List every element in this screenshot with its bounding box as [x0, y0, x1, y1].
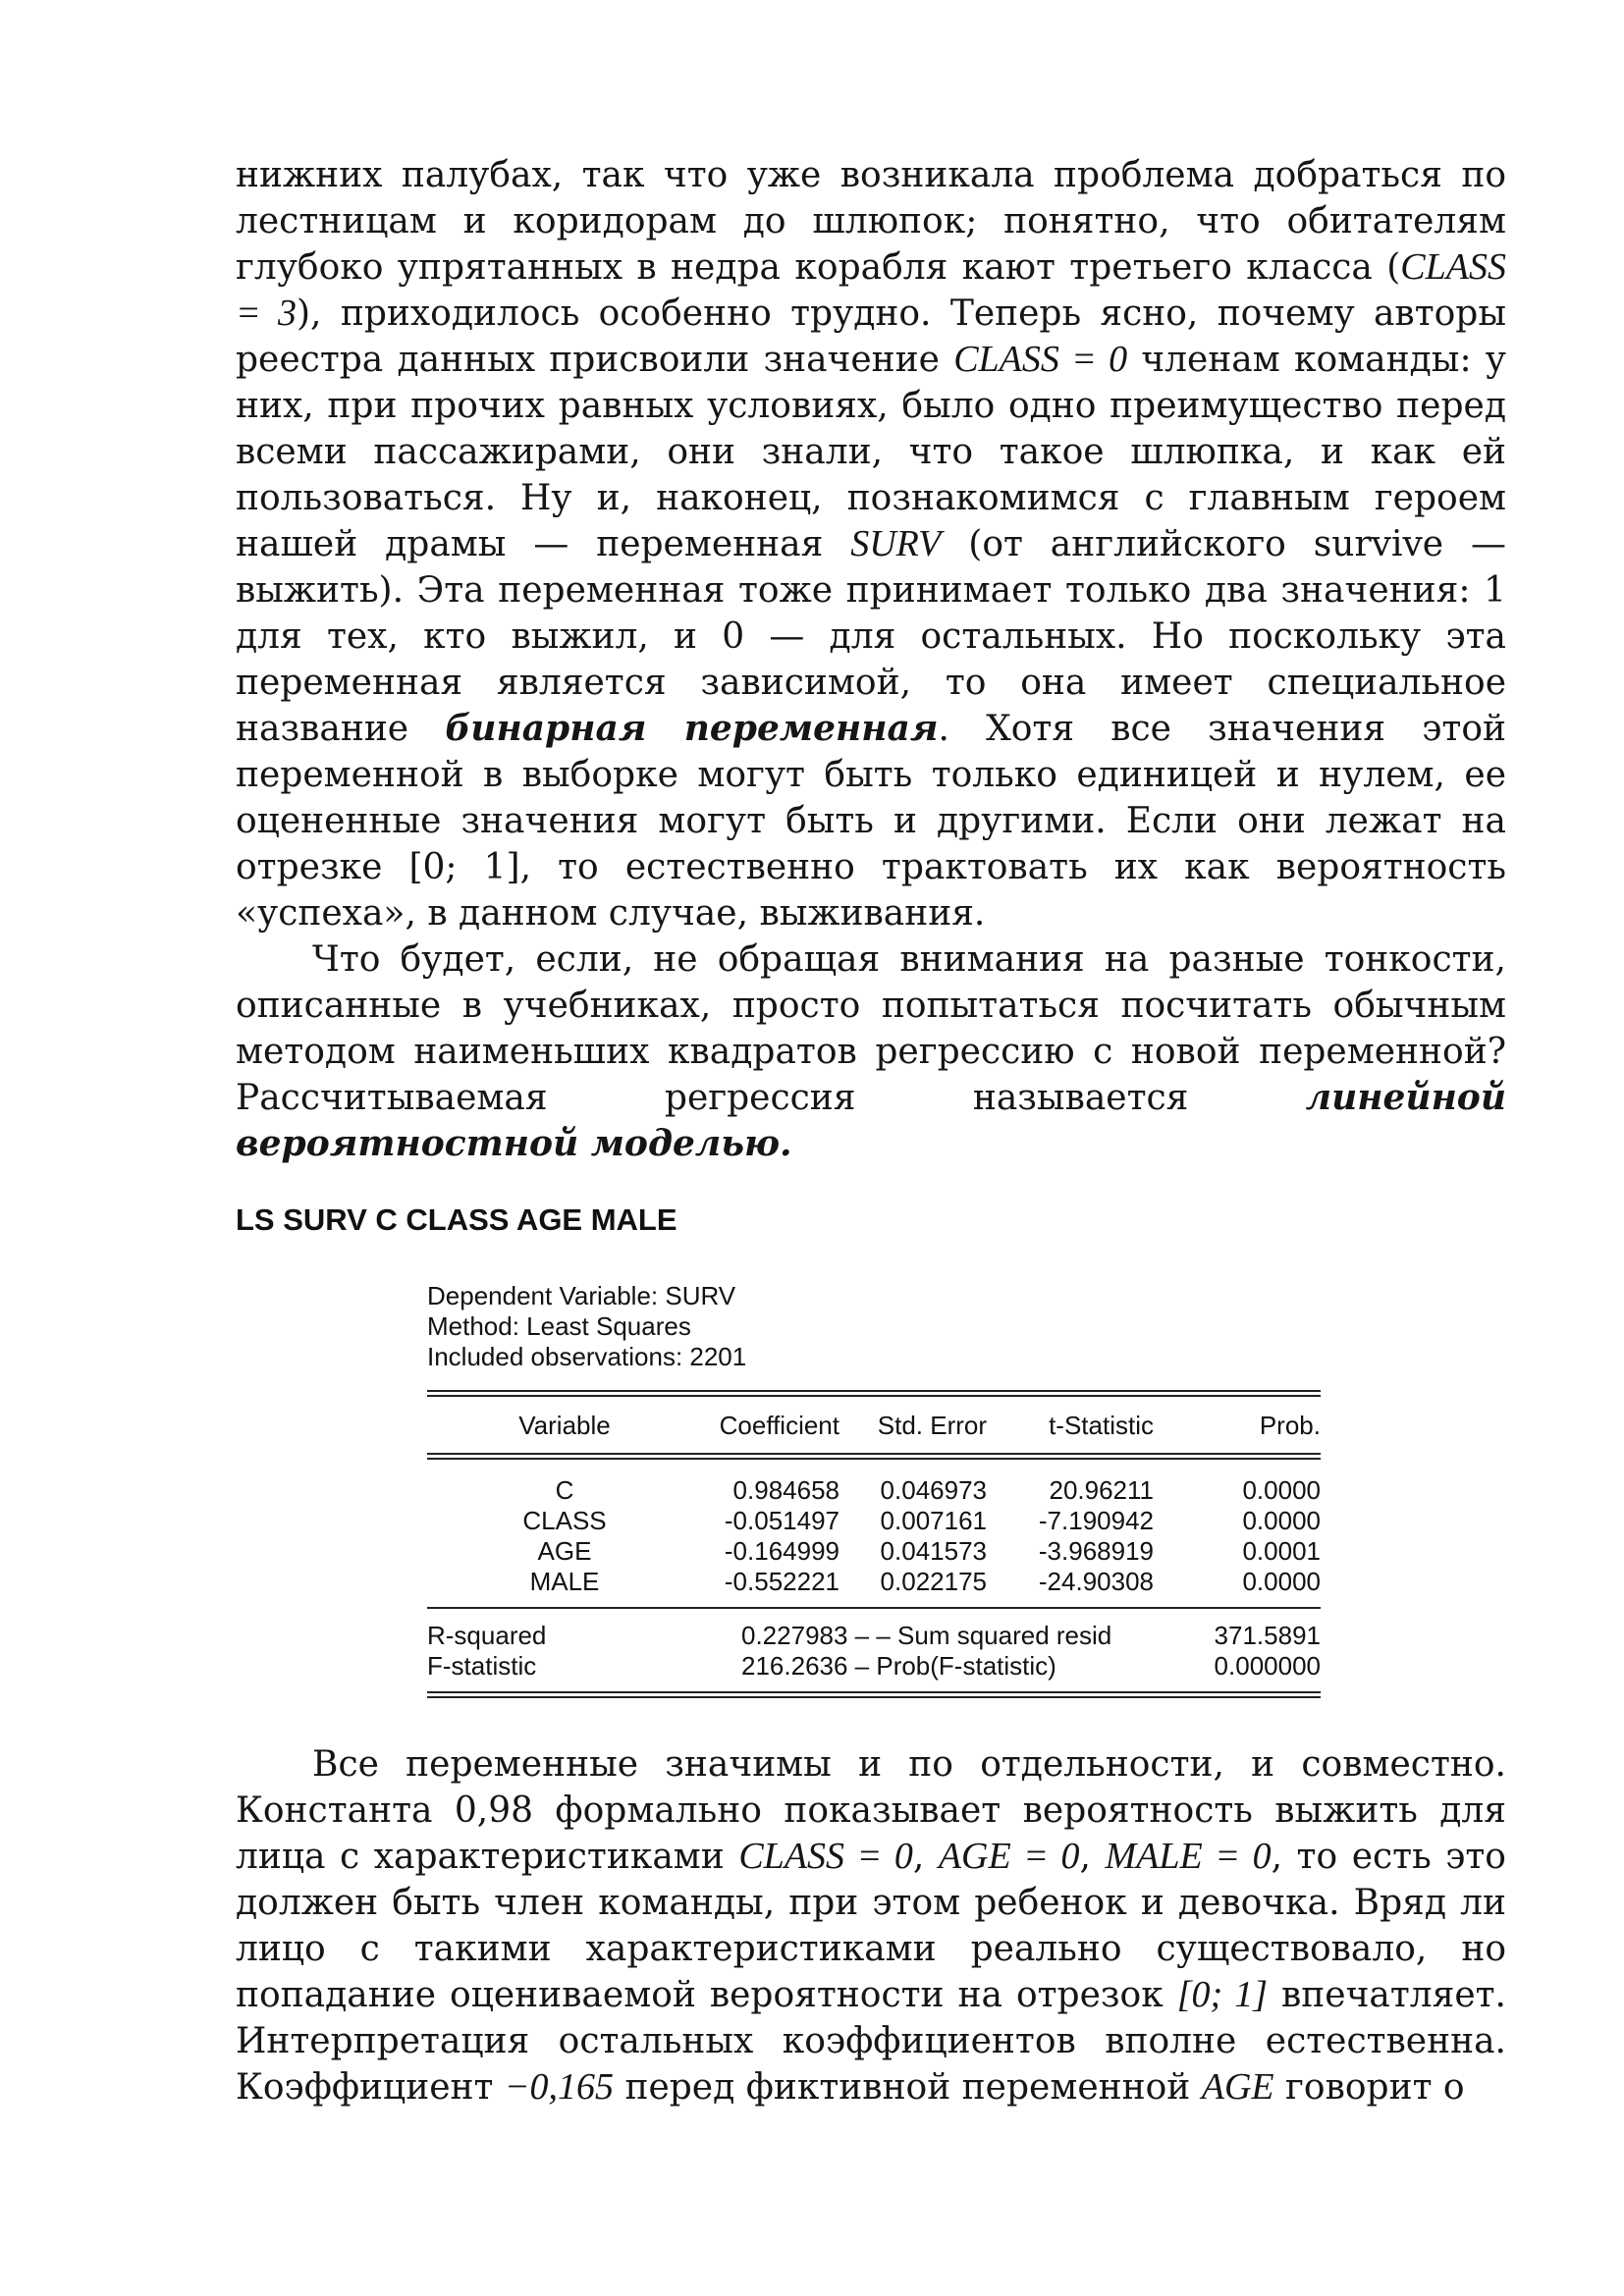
- cell-prob: 0.0000: [1242, 1506, 1321, 1535]
- dependent-variable-line: Dependent Variable: SURV: [427, 1281, 736, 1310]
- cell-stat-name: R-squared: [427, 1621, 547, 1650]
- text: . Хотя все значения этой переменной в выборке могут быть только единицей и нулем, ее оцененные значения могут быть и другими. Если они лежат на отрезке [0; 1], то естественно трактовать их как вероятность «успеха», в данном случае, выживания.: [236, 709, 1506, 934]
- method-line: Method: Least Squares: [427, 1311, 691, 1341]
- rule-double: [427, 1691, 1321, 1698]
- cell-std-error: 0.046973: [880, 1475, 987, 1505]
- col-coefficient: Coefficient: [719, 1411, 839, 1440]
- text: впечатляет. Интерпретация остальных коэффициентов вполне естественна. Коэффициент: [236, 1975, 1507, 2108]
- table-row: [427, 1567, 1321, 1597]
- text: перед фиктивной переменной: [614, 2067, 1202, 2108]
- paragraph-3: [236, 1741, 1506, 2110]
- text: нижних палубах, так что уже возникала проблема добраться по лестницам и коридорам до шлюпок; понятно, что обитателям глубоко упрятанных в недра корабля кают третьего класса (: [236, 155, 1506, 288]
- text: Все переменные значимы и по отдельности, и совместно. Константа 0,98 формально показывает вероятность выжить для лица с характеристиками: [236, 1744, 1506, 1877]
- text: , то есть это должен быть член команды, при этом ребенок и девочка. Вряд ли лицо с такими характеристиками реально существовало, но попадание оцениваемой вероятности на отрезок: [236, 1837, 1506, 2015]
- text: ), приходилось особенно трудно. Теперь ясно, почему авторы реестра данных присвоили значение: [236, 294, 1506, 380]
- cell-stat-name: F-statistic: [427, 1651, 537, 1681]
- cell-variable: CLASS: [522, 1506, 607, 1535]
- paragraph-1: [236, 152, 1506, 936]
- col-t-statistic: t-Statistic: [1049, 1411, 1154, 1440]
- cell-stat-value: 216.2636 – Prob(F-statistic): [741, 1651, 1056, 1681]
- text: членам команды: у них, при прочих равных условиях, было одно преимущество перед всеми пассажирами, они знали, что такое шлюпка, и как ей пользоваться. Ну и, наконец, познакомимся с главным героем нашей драмы — переменная: [236, 340, 1506, 564]
- cell-coefficient: -0.164999: [724, 1536, 839, 1566]
- eviews-command: LS SURV C CLASS AGE MALE: [236, 1202, 677, 1237]
- paragraph-2: [236, 936, 1506, 1167]
- math-class-3: CLASS = 3: [236, 246, 1506, 334]
- cell-variable: C: [555, 1475, 574, 1505]
- math-interval: [0; 1]: [1176, 1974, 1269, 2015]
- column-header-row: [427, 1411, 1321, 1441]
- math-coefficient: −0,165: [504, 2066, 615, 2108]
- cell-prob: 0.0001: [1242, 1536, 1321, 1566]
- text: Что будет, если, не обращая внимания на разные тонкости, описанные в учебниках, просто попытаться посчитать обычным методом наименьших квадратов регрессию с новой переменной? Рассчитываемая регрессия называется: [236, 939, 1506, 1118]
- regression-output: [427, 1281, 1321, 1698]
- document-page: [236, 152, 1506, 2110]
- rule-double: [427, 1390, 1321, 1397]
- term-linear-probability-model: линейной вероятностной моделью.: [236, 1077, 1506, 1164]
- cell-variable: AGE: [537, 1536, 592, 1566]
- cell-t-statistic: -3.968919: [1038, 1536, 1154, 1566]
- cell-variable: MALE: [529, 1567, 600, 1596]
- col-prob: Prob.: [1259, 1411, 1321, 1440]
- cell-coefficient: 0.984658: [732, 1475, 839, 1505]
- cell-stat-value-right: 0.000000: [1214, 1651, 1321, 1681]
- math-male-0: MALE = 0: [1105, 1836, 1272, 1877]
- cell-t-statistic: 20.96211: [1049, 1475, 1154, 1505]
- text: (от английского survive — выжить). Эта переменная тоже принимает только два значения: 1 для тех, кто выжил, и 0 — для остальных. Но поскольку эта переменная является зависимой, то она имеет специальное название: [236, 524, 1506, 749]
- cell-stat-value-right: 371.5891: [1214, 1621, 1321, 1650]
- cell-t-statistic: -7.190942: [1038, 1506, 1154, 1535]
- cell-prob: 0.0000: [1242, 1475, 1321, 1505]
- cell-std-error: 0.022175: [880, 1567, 987, 1596]
- text: ,: [1079, 1837, 1106, 1877]
- cell-stat-value: 0.227983 – – Sum squared resid: [741, 1621, 1112, 1650]
- text: говорит о: [1273, 2067, 1465, 2108]
- math-age: AGE: [1201, 2066, 1274, 2108]
- col-std-error: Std. Error: [877, 1411, 987, 1440]
- cell-std-error: 0.041573: [880, 1536, 987, 1566]
- cell-coefficient: -0.552221: [724, 1567, 839, 1596]
- rule-double: [427, 1453, 1321, 1460]
- table-row: [427, 1621, 1321, 1651]
- cell-t-statistic: -24.90308: [1038, 1567, 1154, 1596]
- table-row: [427, 1475, 1321, 1506]
- table-row: [427, 1651, 1321, 1682]
- cell-prob: 0.0000: [1242, 1567, 1321, 1596]
- observations-line: Included observations: 2201: [427, 1342, 747, 1371]
- math-class-0: CLASS = 0: [953, 339, 1128, 380]
- rule-single: [427, 1607, 1321, 1609]
- term-binary-variable: бинарная переменная: [445, 708, 939, 749]
- col-variable: Variable: [518, 1411, 611, 1440]
- coefficient-table: [427, 1475, 1321, 1597]
- cell-coefficient: -0.051497: [724, 1506, 839, 1535]
- cell-std-error: 0.007161: [880, 1506, 987, 1535]
- math-age-0: AGE = 0: [938, 1836, 1080, 1877]
- table-row: [427, 1506, 1321, 1536]
- summary-table: [427, 1621, 1321, 1682]
- math-surv: SURV: [850, 523, 942, 564]
- math-class-0: CLASS = 0: [738, 1836, 913, 1877]
- table-row: [427, 1536, 1321, 1567]
- text: ,: [912, 1837, 939, 1877]
